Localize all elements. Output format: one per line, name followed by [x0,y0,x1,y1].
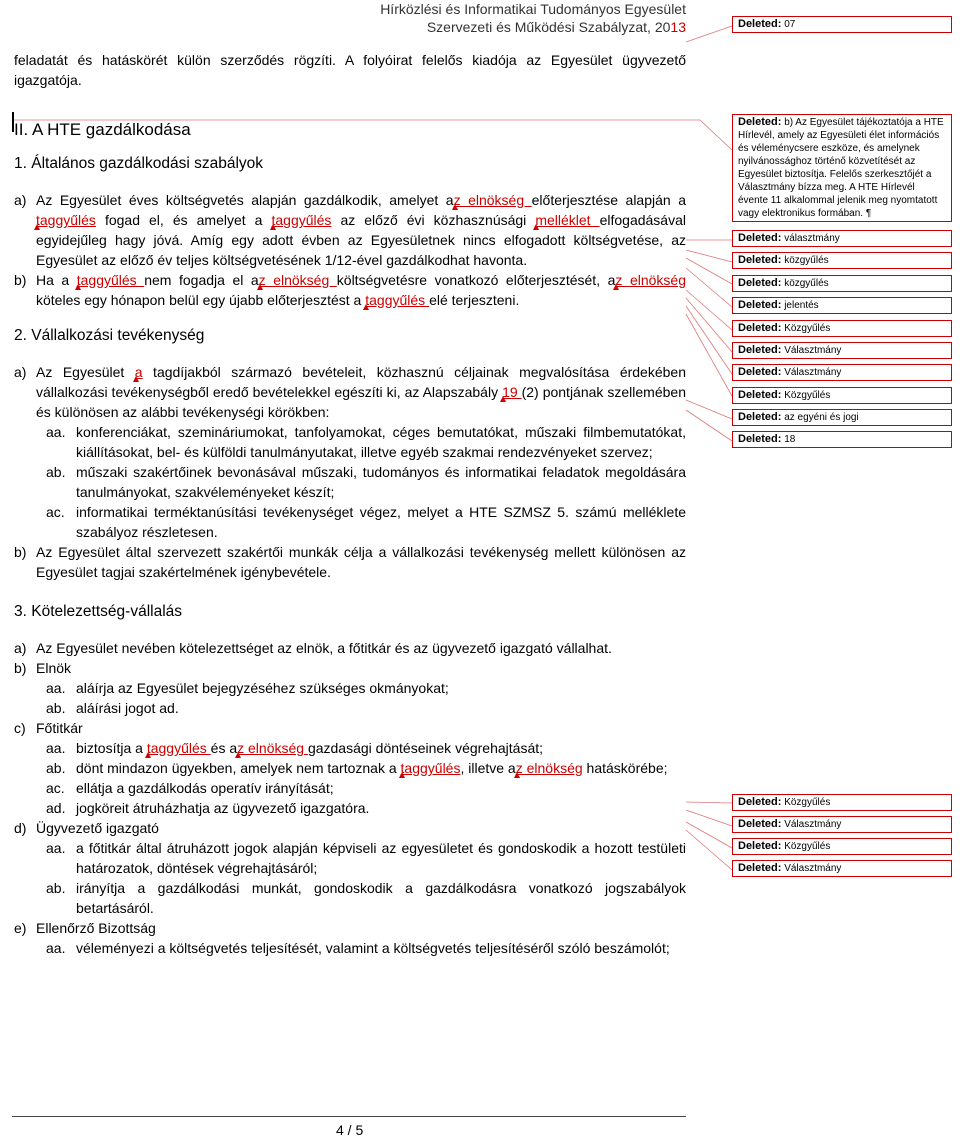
deleted-label: Deleted: [738,433,782,445]
text: előterjesztése alapján a [531,192,686,208]
deletion-balloon[interactable] [732,816,952,833]
deletion-balloon[interactable] [732,230,952,247]
deletion-balloon[interactable] [732,16,952,33]
deleted-label: Deleted: [738,840,782,852]
deletion-balloon[interactable] [732,297,952,314]
deleted-label: Deleted: [738,796,782,808]
deleted-label: Deleted: [738,322,782,334]
text: dönt mindazon ügyekben, amelyek nem tartoznak a [76,760,401,776]
item-label: ac. [46,504,65,520]
deletion-balloon[interactable] [732,431,952,448]
deletion-balloon[interactable] [732,794,952,811]
deleted-label: Deleted: [738,862,782,874]
deleted-text: Választmány [784,819,842,830]
item-label: ab. [46,464,66,480]
s3-c-title: Főtitkár [36,720,83,736]
item-text: irányítja a gazdálkodási munkát, gondoskodik a gazdálkodásra vonatkozó jogszabályok betartásáról. [76,880,686,916]
s1-a-label: a) [14,192,27,208]
item-text: jogköreit átruházhatja az ügyvezető igazgatóra. [76,800,370,816]
deletion-balloon[interactable] [732,860,952,877]
item-label: aa. [46,740,66,756]
item-text: informatikai terméktanúsítási tevékenységet végez, melyet a HTE SZMSZ 5. számú melléklete szabályoz részletesen. [76,504,686,540]
deleted-text: választmány [784,233,840,244]
text: , illetve a [460,760,516,776]
item-label: ab. [46,700,66,716]
item-label: ad. [46,800,66,816]
deleted-text: az egyéni és jogi [784,412,859,423]
item-label: aa. [46,940,66,956]
deleted-label: Deleted: [738,344,782,356]
text: biztosítja a [76,740,147,756]
insertion: z elnökség [453,192,532,208]
text: gazdasági döntéseinek végrehajtását; [307,740,544,756]
s1-b-label: b) [14,272,27,288]
s3-d-title: Ügyvezető igazgató [36,820,159,836]
deleted-text: b) Az Egyesület tájékoztatója a HTE Hírlevél, amely az Egyesületi élet információs és véleménycsere eszköze, és amelynek nyilvánossághoz történő közvetítését az Egyesület biztosítja. Felelős szerkesztőjét a Választmány bízza meg. A HTE Hírlevél évente 11 alkalommal jelenik meg nyomtatott vagy elektronikus formában. ¶ [738,117,944,219]
text: Az Egyesület éves költségvetés alapján gazdálkodik, amelyet a [36,192,454,208]
deleted-text: Közgyűlés [784,323,831,334]
deletion-balloon[interactable] [732,409,952,426]
deleted-text: közgyűlés [784,278,829,289]
s2-b-text: Az Egyesület által szervezett szakértői munkák célja a vállalkozási tevékenység mellett különösen az Egyesület tagjai szakértelmének igénybevétele. [36,544,686,580]
item-text: műszaki szakértőinek bevonásával műszaki, tudományos és informatikai feladatok megoldására tanulmányokat, szakvéleményeket készít; [76,464,686,500]
header-line-1: Hírközlési és Informatikai Tudományos Egyesület [380,1,686,17]
deleted-text: Közgyűlés [784,390,831,401]
header-line-2-text: Szervezeti és Működési Szabályzat, 20 [426,19,671,35]
subsection-2-title: 2. Vállalkozási tevékenység [14,327,205,344]
text: elé terjeszteni. [429,292,520,308]
deleted-text: 18 [784,434,796,445]
deletion-balloon[interactable] [732,320,952,337]
deleted-label: Deleted: [738,818,782,830]
insertion: taggyűlés [36,212,96,228]
item-label: aa. [46,424,66,440]
deletion-balloon[interactable] [732,252,952,269]
text: fogad el, és amelyet a [95,212,272,228]
deletion-balloon[interactable] [732,387,952,404]
deleted-label: Deleted: [738,299,782,311]
text: tagdíjakból származó bevételeit, közhasznú céljainak megvalósítása érdekében vállalkozási tevékenységből eredő bevételekkel egészíti ki, az Alapszabály [36,364,686,400]
s3-a-label: a) [14,640,27,656]
deletion-balloon[interactable] [732,364,952,381]
insertion: taggyűlés [146,740,211,756]
deleted-label: Deleted: [738,366,782,378]
text: elfogadásával egyidejűleg hagy jóvá. Amíg egy adott évben az Egyesületnek nincs elfogadott költségvetése, az Egyesület az előző év teljes költségvetésének 1/12-ével gazdálkodhat havonta. [36,212,686,268]
text: és a [210,740,238,756]
text: hatáskörébe; [582,760,668,776]
insertion: z elnökség [237,740,308,756]
deletion-balloon[interactable] [732,838,952,855]
deleted-text: közgyűlés [784,255,829,266]
text: (2) pontjának szellemében és különösen az alábbi tevékenységi körökben: [36,384,686,420]
text: az előző évi közhasznúsági [331,212,536,228]
s2-a-label: a) [14,364,27,380]
deleted-text: Választmány [784,863,842,874]
section-title: II. A HTE gazdálkodása [14,120,191,139]
insertion: taggyűlés [400,760,461,776]
text: költségvetésre vonatkozó előterjesztését, a [336,272,616,288]
intro-paragraph: feladatát és hatáskörét külön szerződés rögzíti. A folyóirat felelős kiadója az Egyesület ügyvezető igazgatója. [14,52,686,88]
s3-b-title: Elnök [36,660,72,676]
deleted-text: Közgyűlés [784,797,831,808]
deleted-label: Deleted: [738,254,782,266]
deleted-label: Deleted: [738,277,782,289]
insertion: z elnökség [615,272,686,288]
deleted-label: Deleted: [738,116,782,128]
text: Ha a [36,272,77,288]
item-text: véleményezi a költségvetés teljesítését, valamint a költségvetés teljesítéséről szóló beszámolót; [76,940,670,956]
deleted-text: Közgyűlés [784,841,831,852]
item-text: ellátja a gazdálkodás operatív irányítását; [76,780,334,796]
item-text: aláírja az Egyesület bejegyzéséhez szükséges okmányokat; [76,680,449,696]
page-number: 4 / 5 [336,1122,364,1138]
item-label: aa. [46,680,66,696]
deletion-balloon[interactable] [732,114,952,222]
item-label: aa. [46,840,66,856]
deleted-text: 07 [784,19,796,30]
s3-e-title: Ellenőrző Bizottság [36,920,156,936]
insertion: taggyűlés [76,272,145,288]
item-label: ab. [46,880,66,896]
subsection-3-title: 3. Kötelezettség-vállalás [14,603,183,620]
text: nem fogadja el a [144,272,259,288]
s3-a-text: Az Egyesület nevében kötelezettséget az elnök, a főtitkár és az ügyvezető igazgató vállalhat. [36,640,612,656]
subsection-1-title: 1. Általános gazdálkodási szabályok [14,155,264,172]
deleted-text: jelentés [784,300,819,311]
deleted-label: Deleted: [738,411,782,423]
deleted-text: Választmány [784,367,842,378]
insertion: taggyűlés [271,212,332,228]
insertion: melléklet [535,212,600,228]
s3-b-label: b) [14,660,27,676]
s3-d-label: d) [14,820,27,836]
s3-c-label: c) [14,720,26,736]
item-text: a főtitkár által átruházott jogok alapján képviseli az egyesületet és gondoskodik a hozott testületi határozatok, döntések végrehajtásáról; [76,840,686,876]
insertion: z elnökség [515,760,583,776]
insertion: a [134,364,143,380]
deletion-balloon[interactable] [732,275,952,292]
insertion: taggyűlés [365,292,430,308]
deleted-label: Deleted: [738,18,782,30]
deleted-label: Deleted: [738,232,782,244]
s3-e-label: e) [14,920,27,936]
s2-b-label: b) [14,544,27,560]
insertion: z elnökség [258,272,337,288]
item-label: ab. [46,760,66,776]
text: köteles egy hónapon belül egy újabb előterjesztést a [36,292,366,308]
text: Az Egyesület [36,364,135,380]
header-year-revision: 13 [670,19,686,35]
deleted-text: Választmány [784,345,842,356]
deleted-label: Deleted: [738,389,782,401]
item-text: aláírási jogot ad. [76,700,179,716]
item-text: konferenciákat, szemináriumokat, tanfolyamokat, céges bemutatókat, műszaki filmbemutatókat, kiállításokat, bel- és külföldi tanulmányutakat, illetve egyéb szakmai rendezvényeket szervez; [76,424,686,460]
deletion-balloon[interactable] [732,342,952,359]
item-label: ac. [46,780,65,796]
insertion: 19 [502,384,522,400]
